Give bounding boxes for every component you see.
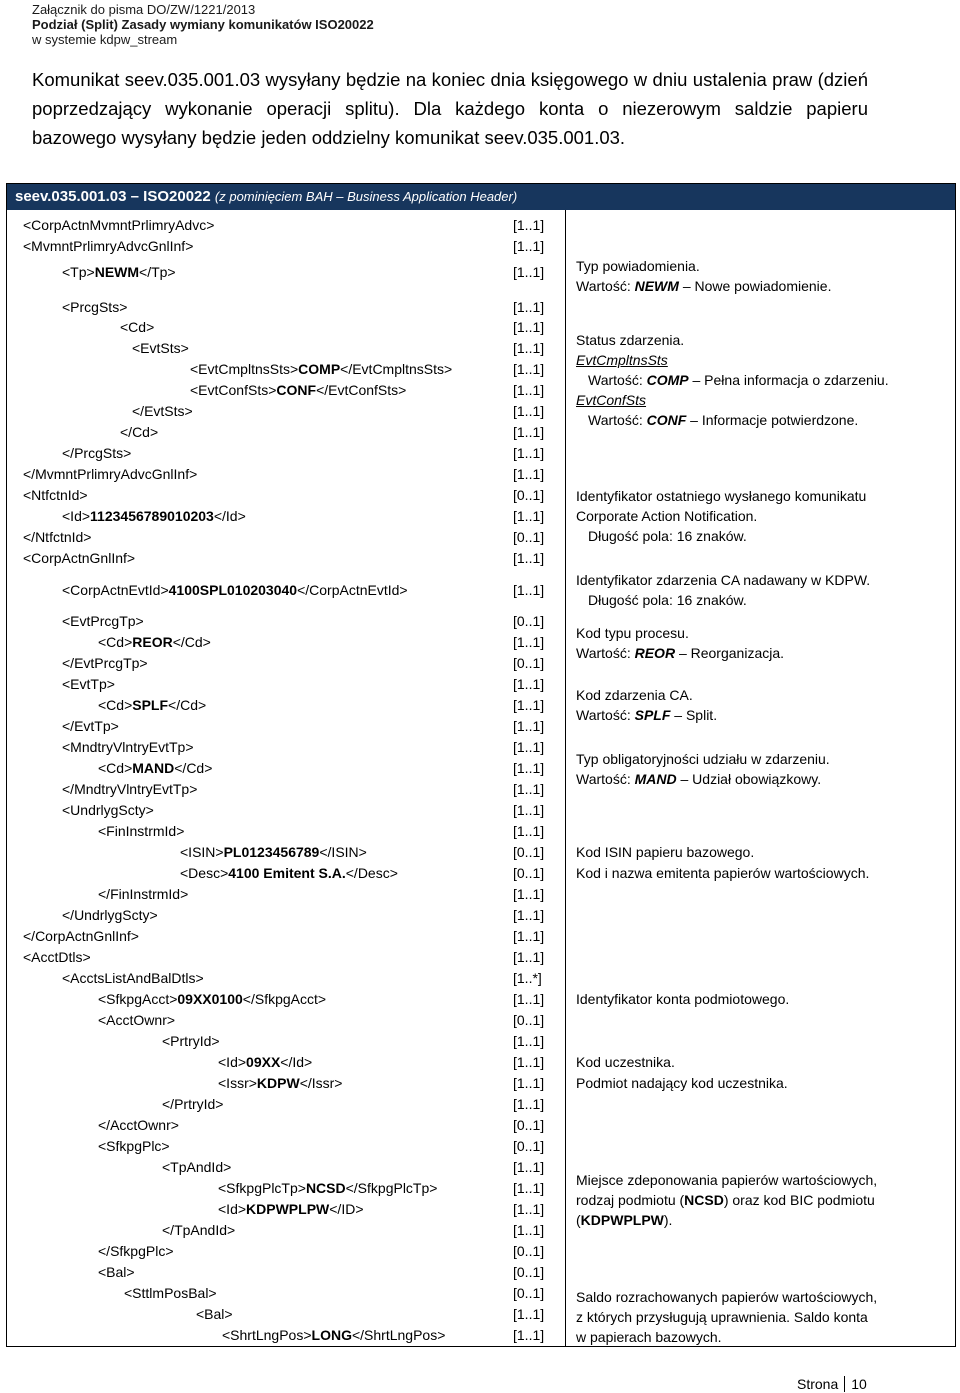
xml-tag [98,991,326,1007]
tag-close: </ID> [329,1201,364,1217]
xml-tag [23,550,135,566]
tag-close: </Issr> [299,1075,343,1091]
xml-tag [62,970,204,986]
annotation-balance: Saldo rozrachowanych papierów wartościowych, z których przysługują uprawnienia. Saldo konta w papierach bazowych. [576,1289,878,1345]
tag-open: </PrcgSts> [62,445,132,461]
xml-tag [23,238,193,254]
cardinality: [0..1] [513,1243,545,1259]
tag-close: </ShrtLngPos> [351,1327,446,1343]
cardinality: [1..1] [513,718,545,734]
tag-open: </EvtPrcgTp> [62,655,148,671]
tag-open: <Id> [218,1201,247,1217]
tag-open: <MndtryVlntryEvtTp> [62,739,194,755]
tag-open: </Cd> [120,424,159,440]
cardinality: [0..1] [513,1117,545,1133]
cardinality: [0..1] [513,613,545,629]
xml-tag [62,907,158,923]
xml-tag [23,466,197,482]
tag-close: </ISIN> [319,844,367,860]
row-description: Podmiot nadający kod uczestnika. [576,1075,788,1091]
tag-open: <SttlmPosBal> [124,1285,217,1301]
cardinality: [1..1] [513,781,545,797]
tag-value: 4100 Emitent S.A. [228,865,346,881]
tag-value: NCSD [305,1180,346,1196]
tag-open: <NtfctnId> [23,487,88,503]
xml-tag [120,319,154,335]
cardinality: [1..1] [513,1222,545,1238]
cardinality: [1..1] [513,634,545,650]
tag-open: </NtfctnId> [23,529,92,545]
tag-open: <AcctOwnr> [98,1012,176,1028]
xml-tag [62,508,246,524]
xml-tag [98,1138,170,1154]
cardinality: [1..1] [513,238,545,254]
cardinality: [1..1] [513,382,545,398]
column-divider [565,210,566,1346]
tag-open: <Desc> [180,865,229,881]
annotation-prcgtp: Kod typu procesu. Wartość: REOR – Reorganizacja. [576,625,785,661]
xml-tag [98,760,212,776]
tag-open: <Cd> [98,760,133,776]
tag-open: <EvtConfSts> [190,382,277,398]
xml-tag [162,1033,220,1049]
footer-separator [844,1376,845,1392]
cardinality: [1..1] [513,466,545,482]
tag-value: KDPW [256,1075,300,1091]
cardinality: [0..1] [513,1285,545,1301]
xml-tag [62,264,176,280]
cardinality: [1..1] [513,550,545,566]
cardinality: [1..1] [513,739,545,755]
table-title-bar [7,184,955,210]
cardinality: [1..1] [513,823,545,839]
cardinality: [1..1] [513,1159,545,1175]
cardinality: [0..1] [513,1138,545,1154]
annotation-sfkpgplc: Miejsce zdeponowania papierów wartościowych, rodzaj podmiotu (NCSD) oraz kod BIC podmiotu (KDPWPLPW). [576,1172,878,1228]
cardinality: [1..1] [513,802,545,818]
annotation-tp: Typ powiadomienia. Wartość: NEWM – Nowe powiadomienie. [576,258,832,294]
cardinality: [1..1] [513,340,545,356]
tag-open: <Id> [218,1054,247,1070]
cardinality: [1..1] [513,697,545,713]
tag-close: </Desc> [345,865,398,881]
tag-open: <AcctsListAndBalDtls> [62,970,204,986]
cardinality: [1..1] [513,886,545,902]
cardinality: [1..1] [513,760,545,776]
annotation-mand: Typ obligatoryjności udziału w zdarzeniu. Wartość: MAND – Udział obowiązkowy. [576,751,830,787]
tag-value: KDPWPLPW [246,1201,330,1217]
tag-close: </Cd> [174,760,213,776]
xml-tag [132,340,189,356]
header-line-3: w systemie kdpw_stream [32,32,178,47]
cardinality: [1..1] [513,1180,545,1196]
cardinality: [1..1] [513,582,545,598]
xml-tag [62,299,127,315]
annotation-evttp: Kod zdarzenia CA. Wartość: SPLF – Split. [576,687,718,723]
xml-tag [218,1201,364,1217]
tag-value: LONG [311,1327,352,1343]
tag-open: <EvtTp> [62,676,115,692]
tag-open: </UndrlygScty> [62,907,158,923]
tag-close: </Id> [280,1054,313,1070]
cardinality: [0..1] [513,1012,545,1028]
intro-paragraph: Komunikat seev.035.001.03 wysyłany będzie na koniec dnia księgowego w dniu ustalenia praw (dzień poprzedzający wykonanie operacji splitu). Dla każdego konta o niezerowym saldzie papieru bazowego wysyłany będzie jeden oddzielny komunikat seev.035.001.03. [32,69,868,148]
xml-tag [62,655,148,671]
xml-tag [190,382,406,398]
tag-open: </MndtryVlntryEvtTp> [62,781,198,797]
annotation-evtid: Identyfikator zdarzenia CA nadawany w KDPW. Długość pola: 16 znaków. [576,572,871,608]
row-description: Kod uczestnika. [576,1054,675,1070]
cardinality: [1..1] [513,403,545,419]
tag-open: <Bal> [196,1306,233,1322]
xml-tag [218,1180,437,1196]
cardinality: [1..1] [513,299,545,315]
xml-tag [190,361,452,377]
cardinality: [1..1] [513,949,545,965]
tag-value: CONF [276,382,317,398]
tag-open: <MvmntPrlimryAdvcGnlInf> [23,238,194,254]
xml-tag [132,403,193,419]
tag-open: <Cd> [98,634,133,650]
xml-tag [62,781,197,797]
tag-open: <Cd> [120,319,155,335]
xml-tag [196,1306,233,1322]
xml-tag [218,1054,312,1070]
xml-tag [23,928,139,944]
xml-tag [98,634,211,650]
page-label: Strona [797,1376,839,1392]
tag-close: </EvtConfSts> [316,382,407,398]
xml-tag [62,582,408,598]
cardinality: [1..1] [513,264,545,280]
tag-open: </TpAndId> [162,1222,236,1238]
tag-value: NEWM [94,264,140,280]
xml-tag [124,1285,217,1301]
xml-tag [218,1075,342,1091]
xml-tag [23,487,88,503]
cardinality: [1..1] [513,1054,545,1070]
xml-tag [23,217,214,233]
tag-open: <SfkpgPlc> [98,1138,170,1154]
cardinality: [1..1] [513,424,545,440]
xml-tag [62,676,115,692]
intro-text [32,65,868,152]
row-description: Kod ISIN papieru bazowego. [576,844,755,860]
xml-tag [98,1264,135,1280]
tag-open: </FinInstrmId> [98,886,189,902]
annotation-ntfctn: Identyfikator ostatniego wysłanego komunikatu Corporate Action Notification. Długość pola: 16 znaków. [576,488,867,544]
xml-tag [98,823,184,839]
cardinality: [0..1] [513,844,545,860]
xml-tag [98,1117,179,1133]
tag-open: <TpAndId> [162,1159,232,1175]
tag-open: <CorpActnEvtId> [62,582,169,598]
cardinality: [1..1] [513,1096,545,1112]
tag-close: </SfkpgPlcTp> [345,1180,438,1196]
cardinality: [1..1] [513,1075,545,1091]
xml-tag [98,1012,175,1028]
xml-tag [162,1222,235,1238]
table-title: seev.035.001.03 – ISO20022 (z pominięciem BAH – Business Application Header) [15,188,518,205]
tag-close: </Id> [213,508,246,524]
tag-open: <UndrlygScty> [62,802,154,818]
xml-tag [180,844,367,860]
tag-open: <EvtPrcgTp> [62,613,144,629]
page-footer [797,1376,867,1392]
tag-close: </CorpActnEvtId> [297,582,408,598]
xml-tag [62,802,154,818]
header-line-1: Załącznik do pisma DO/ZW/1221/2013 [32,2,256,17]
tag-open: <SfkpgAcct> [98,991,178,1007]
tag-open: </MvmntPrlimryAdvcGnlInf> [23,466,198,482]
tag-value: SPLF [132,697,169,713]
tag-open: <EvtSts> [132,340,189,356]
tag-open: <Id> [62,508,91,524]
tag-open: <PrcgSts> [62,299,128,315]
cardinality: [0..1] [513,655,545,671]
xml-tag [98,886,188,902]
cardinality: [1..1] [513,676,545,692]
xml-tag [162,1096,223,1112]
tag-open: <EvtCmpltnsSts> [190,361,299,377]
cardinality: [1..1] [513,1306,545,1322]
tag-open: <Tp> [62,264,95,280]
tag-value: REOR [132,634,173,650]
tag-open: <CorpActnGnlInf> [23,550,136,566]
cardinality: [1..1] [513,508,545,524]
cardinality: [1..1] [513,445,545,461]
xml-tag [62,613,144,629]
tag-open: </AcctOwnr> [98,1117,179,1133]
cardinality: [1..1] [513,1201,545,1217]
tag-value: COMP [298,361,341,377]
row-description: Identyfikator konta podmiotowego. [576,991,790,1007]
cardinality: [1..1] [513,991,545,1007]
cardinality: [1..1] [513,1327,545,1343]
tag-open: </CorpActnGnlInf> [23,928,139,944]
tag-open: </SfkpgPlc> [98,1243,174,1259]
cardinality: [0..1] [513,1264,545,1280]
tag-value: PL0123456789 [223,844,320,860]
tag-close: </Tp> [139,264,176,280]
tag-open: <SfkpgPlcTp> [218,1180,306,1196]
tag-close: </EvtCmpltnsSts> [340,361,453,377]
cardinality: [1..*] [513,970,542,986]
cardinality: [0..1] [513,529,545,545]
xml-tag [98,1243,174,1259]
cardinality: [0..1] [513,487,545,503]
cardinality: [0..1] [513,865,545,881]
tag-open: <Bal> [98,1264,135,1280]
tag-value: 09XX0100 [177,991,243,1007]
tag-value: MAND [132,760,175,776]
tag-open: <ShrtLngPos> [222,1327,312,1343]
tag-open: </EvtSts> [132,403,193,419]
tag-open: </EvtTp> [62,718,119,734]
tag-close: </Cd> [168,697,207,713]
xml-tag [120,424,158,440]
xml-tag [162,1159,231,1175]
message-table [6,183,956,1347]
tag-close: </SfkpgAcct> [242,991,327,1007]
table-subtitle: (z pominięciem BAH – Business Application Header) [214,189,518,204]
tag-open: <AcctDtls> [23,949,91,965]
cardinality: [1..1] [513,319,545,335]
tag-open: <Issr> [218,1075,257,1091]
annotation-status: Status zdarzenia. EvtCmpltnsSts Wartość: COMP – Pełna informacja o zdarzeniu. EvtConfSts Wartość: CONF – Informacje potwierdzone. [576,332,889,428]
xml-tag [62,739,194,755]
cardinality: [1..1] [513,1033,545,1049]
cardinality: [1..1] [513,907,545,923]
xml-tag [180,865,398,881]
tag-open: <FinInstrmId> [98,823,185,839]
xml-tag [222,1327,445,1343]
row-description: Kod i nazwa emitenta papierów wartościowych. [576,865,870,881]
document-header [32,2,374,47]
tag-open: <Cd> [98,697,133,713]
xml-tag [23,949,91,965]
tag-value: 4100SPL010203040 [168,582,298,598]
cardinality: [1..1] [513,928,545,944]
tag-close: </Cd> [172,634,211,650]
header-line-2: Podział (Split) Zasady wymiany komunikatów ISO20022 [32,17,374,32]
tag-open: </PrtryId> [162,1096,224,1112]
xml-tag [23,529,91,545]
page-number: 10 [851,1376,867,1392]
xml-tag [62,445,131,461]
tag-open: <PrtryId> [162,1033,220,1049]
xml-tag [62,718,119,734]
tag-value: 09XX [246,1054,281,1070]
tag-value: 1123456789010203 [90,508,214,524]
xml-tag [98,697,206,713]
tag-open: <ISIN> [180,844,224,860]
tag-open: <CorpActnMvmntPrlimryAdvc> [23,217,215,233]
cardinality: [1..1] [513,217,545,233]
cardinality: [1..1] [513,361,545,377]
